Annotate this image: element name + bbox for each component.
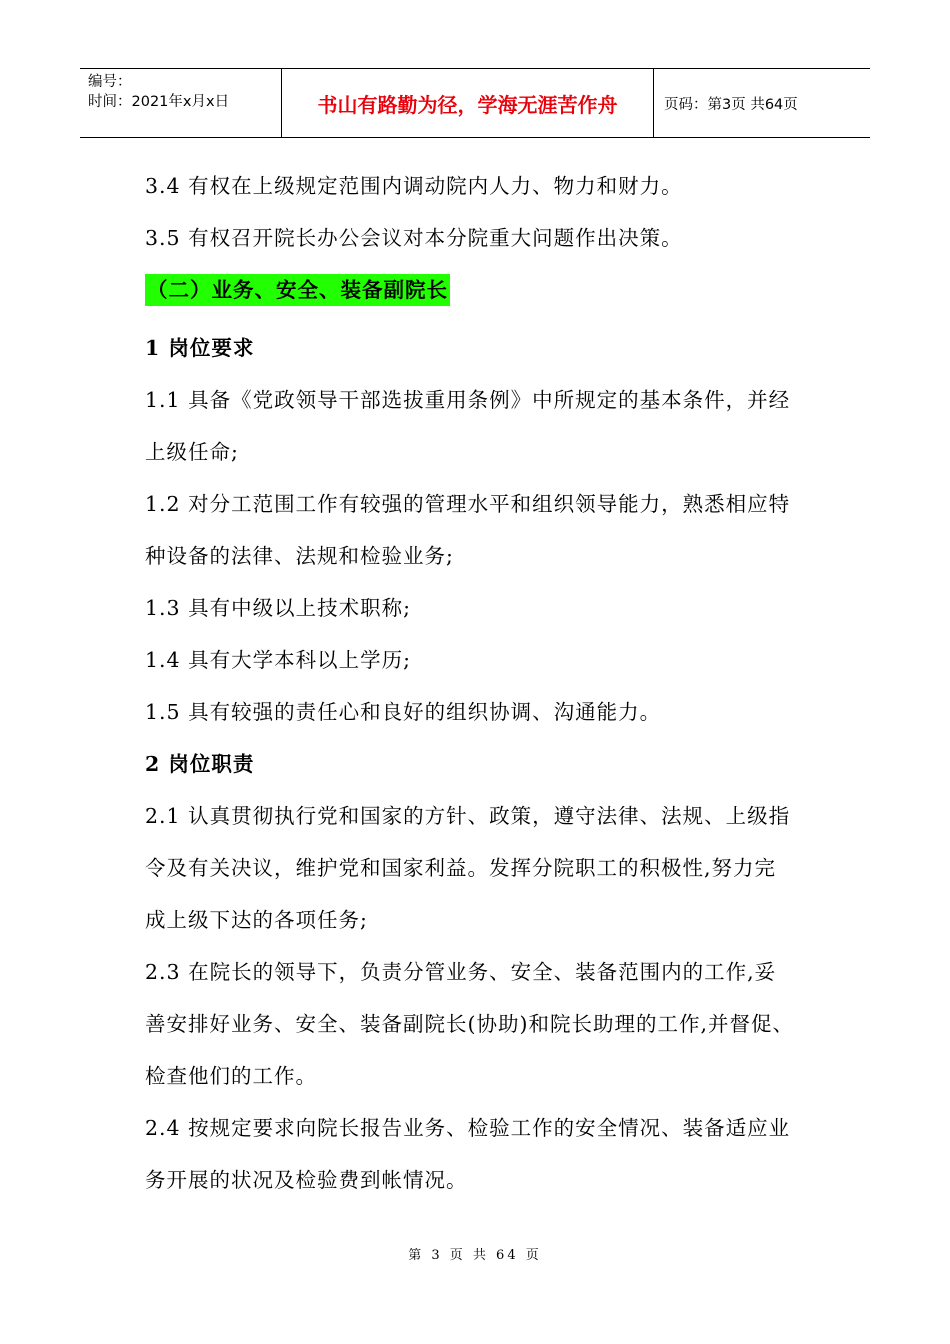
body-line: 3.5 有权召开院长办公会议对本分院重大问题作出决策。 bbox=[145, 226, 683, 250]
subsection-heading: 2 岗位职责 bbox=[145, 752, 255, 776]
body-line: 务开展的状况及检验费到帐情况。 bbox=[145, 1168, 468, 1192]
page-header bbox=[80, 68, 870, 138]
body-line: 2.1 认真贯彻执行党和国家的方针、政策，遵守法律、法规、上级指 bbox=[145, 804, 791, 828]
header-meta bbox=[80, 69, 282, 137]
highlighted-heading-text: （二）业务、安全、装备副院长 bbox=[145, 274, 450, 306]
doc-number-label: 编号： bbox=[88, 74, 132, 90]
body-line: 2.4 按规定要求向院长报告业务、检验工作的安全情况、装备适应业 bbox=[145, 1116, 791, 1140]
body-line: 1.4 具有大学本科以上学历; bbox=[145, 648, 412, 672]
body-line: 成上级下达的各项任务; bbox=[145, 908, 368, 932]
body-line: 1.1 具备《党政领导干部选拔重用条例》中所规定的基本条件，并经 bbox=[145, 388, 791, 412]
header-page-info: 页码：第3页 共64页 bbox=[664, 96, 798, 113]
section-heading-highlighted bbox=[145, 264, 810, 316]
doc-time-label: 时间：2021年x月x日 bbox=[88, 94, 230, 110]
body-line: 种设备的法律、法规和检验业务; bbox=[145, 544, 454, 568]
body-line: 2.3 在院长的领导下，负责分管业务、安全、装备范围内的工作,妥 bbox=[145, 960, 777, 984]
document-body bbox=[145, 160, 810, 1206]
body-line: 令及有关决议，维护党和国家利益。发挥分院职工的积极性,努力完 bbox=[145, 856, 777, 880]
body-line: 上级任命; bbox=[145, 440, 239, 464]
body-line: 1.2 对分工范围工作有较强的管理水平和组织领导能力，熟悉相应特 bbox=[145, 492, 791, 516]
body-line: 1.5 具有较强的责任心和良好的组织协调、沟通能力。 bbox=[145, 700, 662, 724]
body-line: 1.3 具有中级以上技术职称; bbox=[145, 596, 412, 620]
header-motto: 书山有路勤为径，学海无涯苦作舟 bbox=[282, 69, 654, 137]
body-line: 检查他们的工作。 bbox=[145, 1064, 317, 1088]
body-line: 善安排好业务、安全、装备副院长(协助)和院长助理的工作,并督促、 bbox=[145, 1012, 795, 1036]
subsection-heading: 1 岗位要求 bbox=[145, 336, 255, 360]
page-footer: 第 3 页 共 64 页 bbox=[408, 1248, 542, 1263]
body-line: 3.4 有权在上级规定范围内调动院内人力、物力和财力。 bbox=[145, 174, 683, 198]
